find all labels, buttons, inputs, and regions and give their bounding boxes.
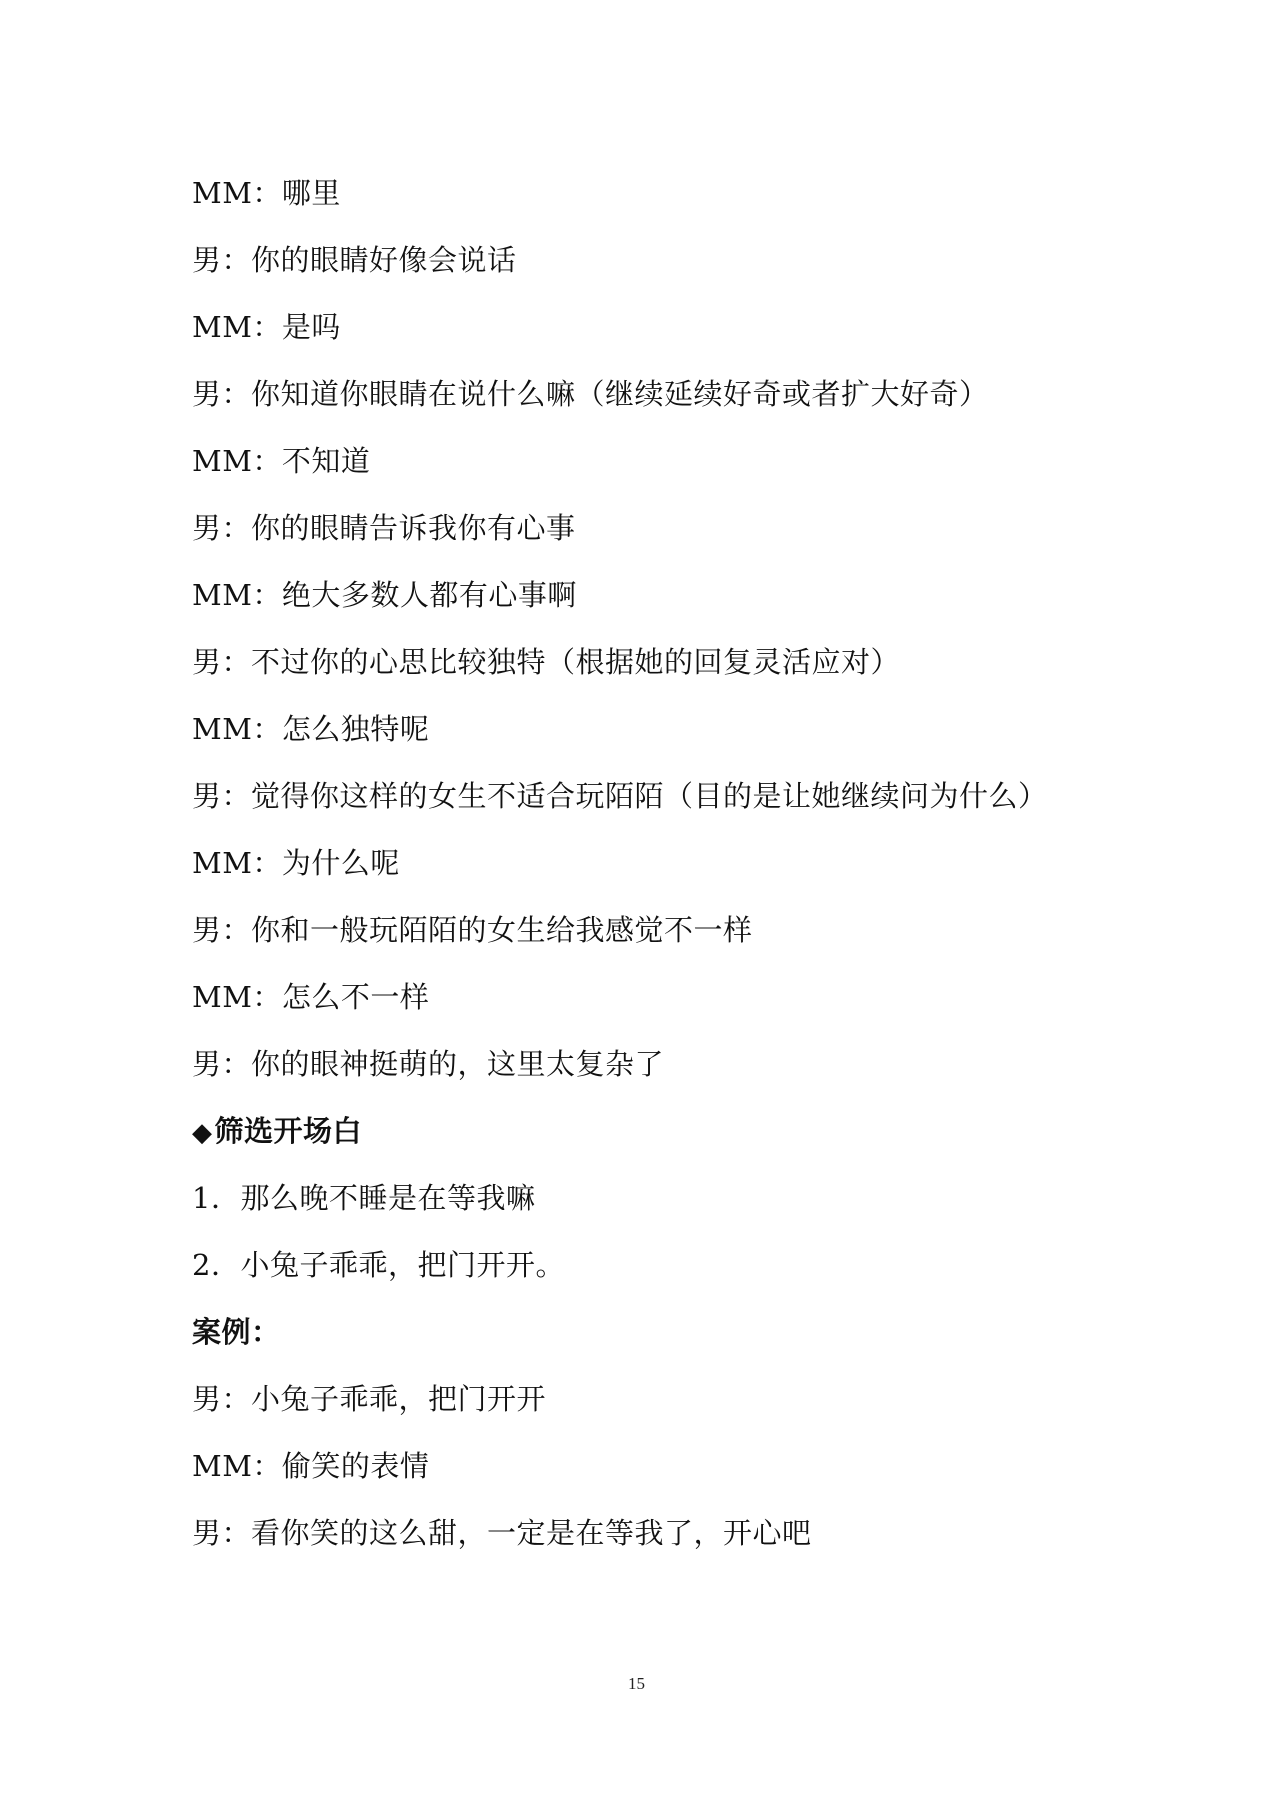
dialogue-text: 看你笑的这么甜，一定是在等我了，开心吧 bbox=[251, 1516, 812, 1550]
dialogue-text: 小兔子乖乖，把门开开 bbox=[251, 1382, 547, 1416]
dialogue-text: 怎么独特呢 bbox=[281, 712, 430, 746]
list-item bbox=[192, 1165, 1092, 1232]
case-label: 案例： bbox=[192, 1315, 281, 1349]
speaker-label: MM： bbox=[192, 176, 282, 210]
dialogue-text: 偷笑的表情 bbox=[281, 1449, 430, 1483]
speaker-label: MM： bbox=[192, 712, 282, 746]
dialogue-line bbox=[192, 562, 1092, 629]
page-number: 15 bbox=[628, 1674, 645, 1693]
dialogue-text: 不过你的心思比较独特（根据她的回复灵活应对） bbox=[251, 645, 901, 679]
dialogue-line bbox=[192, 1031, 1092, 1098]
dialogue-line bbox=[192, 897, 1092, 964]
dialogue-line bbox=[192, 1500, 1092, 1567]
dialogue-line bbox=[192, 361, 1092, 428]
dialogue-line bbox=[192, 428, 1092, 495]
dialogue-text: 怎么不一样 bbox=[281, 980, 430, 1014]
page-content bbox=[192, 160, 1092, 1567]
speaker-label: 男： bbox=[192, 1047, 252, 1081]
dialogue-text: 你的眼神挺萌的，这里太复杂了 bbox=[251, 1047, 665, 1081]
dialogue-text: 为什么呢 bbox=[281, 846, 400, 880]
speaker-label: MM： bbox=[192, 310, 282, 344]
dialogue-line bbox=[192, 1366, 1092, 1433]
dialogue-text: 哪里 bbox=[281, 176, 341, 210]
dialogue-line bbox=[192, 964, 1092, 1031]
dialogue-line bbox=[192, 1433, 1092, 1500]
list-item bbox=[192, 1232, 1092, 1299]
dialogue-line bbox=[192, 160, 1092, 227]
dialogue-text: 不知道 bbox=[281, 444, 371, 478]
opening-line-text: 2．小兔子乖乖，把门开开。 bbox=[192, 1248, 565, 1282]
dialogue-text: 你知道你眼睛在说什么嘛（继续延续好奇或者扩大好奇） bbox=[251, 377, 989, 411]
dialogue-line bbox=[192, 763, 1092, 830]
dialogue-text: 你的眼睛好像会说话 bbox=[251, 243, 517, 277]
dialogue-text: 觉得你这样的女生不适合玩陌陌（目的是让她继续问为什么） bbox=[251, 779, 1048, 813]
dialogue-text: 你和一般玩陌陌的女生给我感觉不一样 bbox=[251, 913, 753, 947]
speaker-label: MM： bbox=[192, 444, 282, 478]
dialogue-line bbox=[192, 227, 1092, 294]
speaker-label: 男： bbox=[192, 1382, 252, 1416]
speaker-label: MM： bbox=[192, 980, 282, 1014]
dialogue-line bbox=[192, 830, 1092, 897]
dialogue-text: 绝大多数人都有心事啊 bbox=[281, 578, 577, 612]
speaker-label: 男： bbox=[192, 243, 252, 277]
section-heading bbox=[192, 1098, 1092, 1165]
speaker-label: MM： bbox=[192, 1449, 282, 1483]
diamond-bullet-icon: ◆ bbox=[192, 1118, 213, 1148]
dialogue-text: 是吗 bbox=[281, 310, 341, 344]
speaker-label: 男： bbox=[192, 645, 252, 679]
speaker-label: MM： bbox=[192, 846, 282, 880]
speaker-label: 男： bbox=[192, 779, 252, 813]
dialogue-text: 你的眼睛告诉我你有心事 bbox=[251, 511, 576, 545]
section-heading-title: 筛选开场白 bbox=[214, 1114, 363, 1148]
dialogue-line bbox=[192, 495, 1092, 562]
dialogue-line bbox=[192, 294, 1092, 361]
dialogue-line bbox=[192, 629, 1092, 696]
speaker-label: 男： bbox=[192, 913, 252, 947]
speaker-label: 男： bbox=[192, 1516, 252, 1550]
speaker-label: MM： bbox=[192, 578, 282, 612]
opening-line-text: 1．那么晚不睡是在等我嘛 bbox=[192, 1181, 536, 1215]
dialogue-line bbox=[192, 696, 1092, 763]
speaker-label: 男： bbox=[192, 377, 252, 411]
speaker-label: 男： bbox=[192, 511, 252, 545]
